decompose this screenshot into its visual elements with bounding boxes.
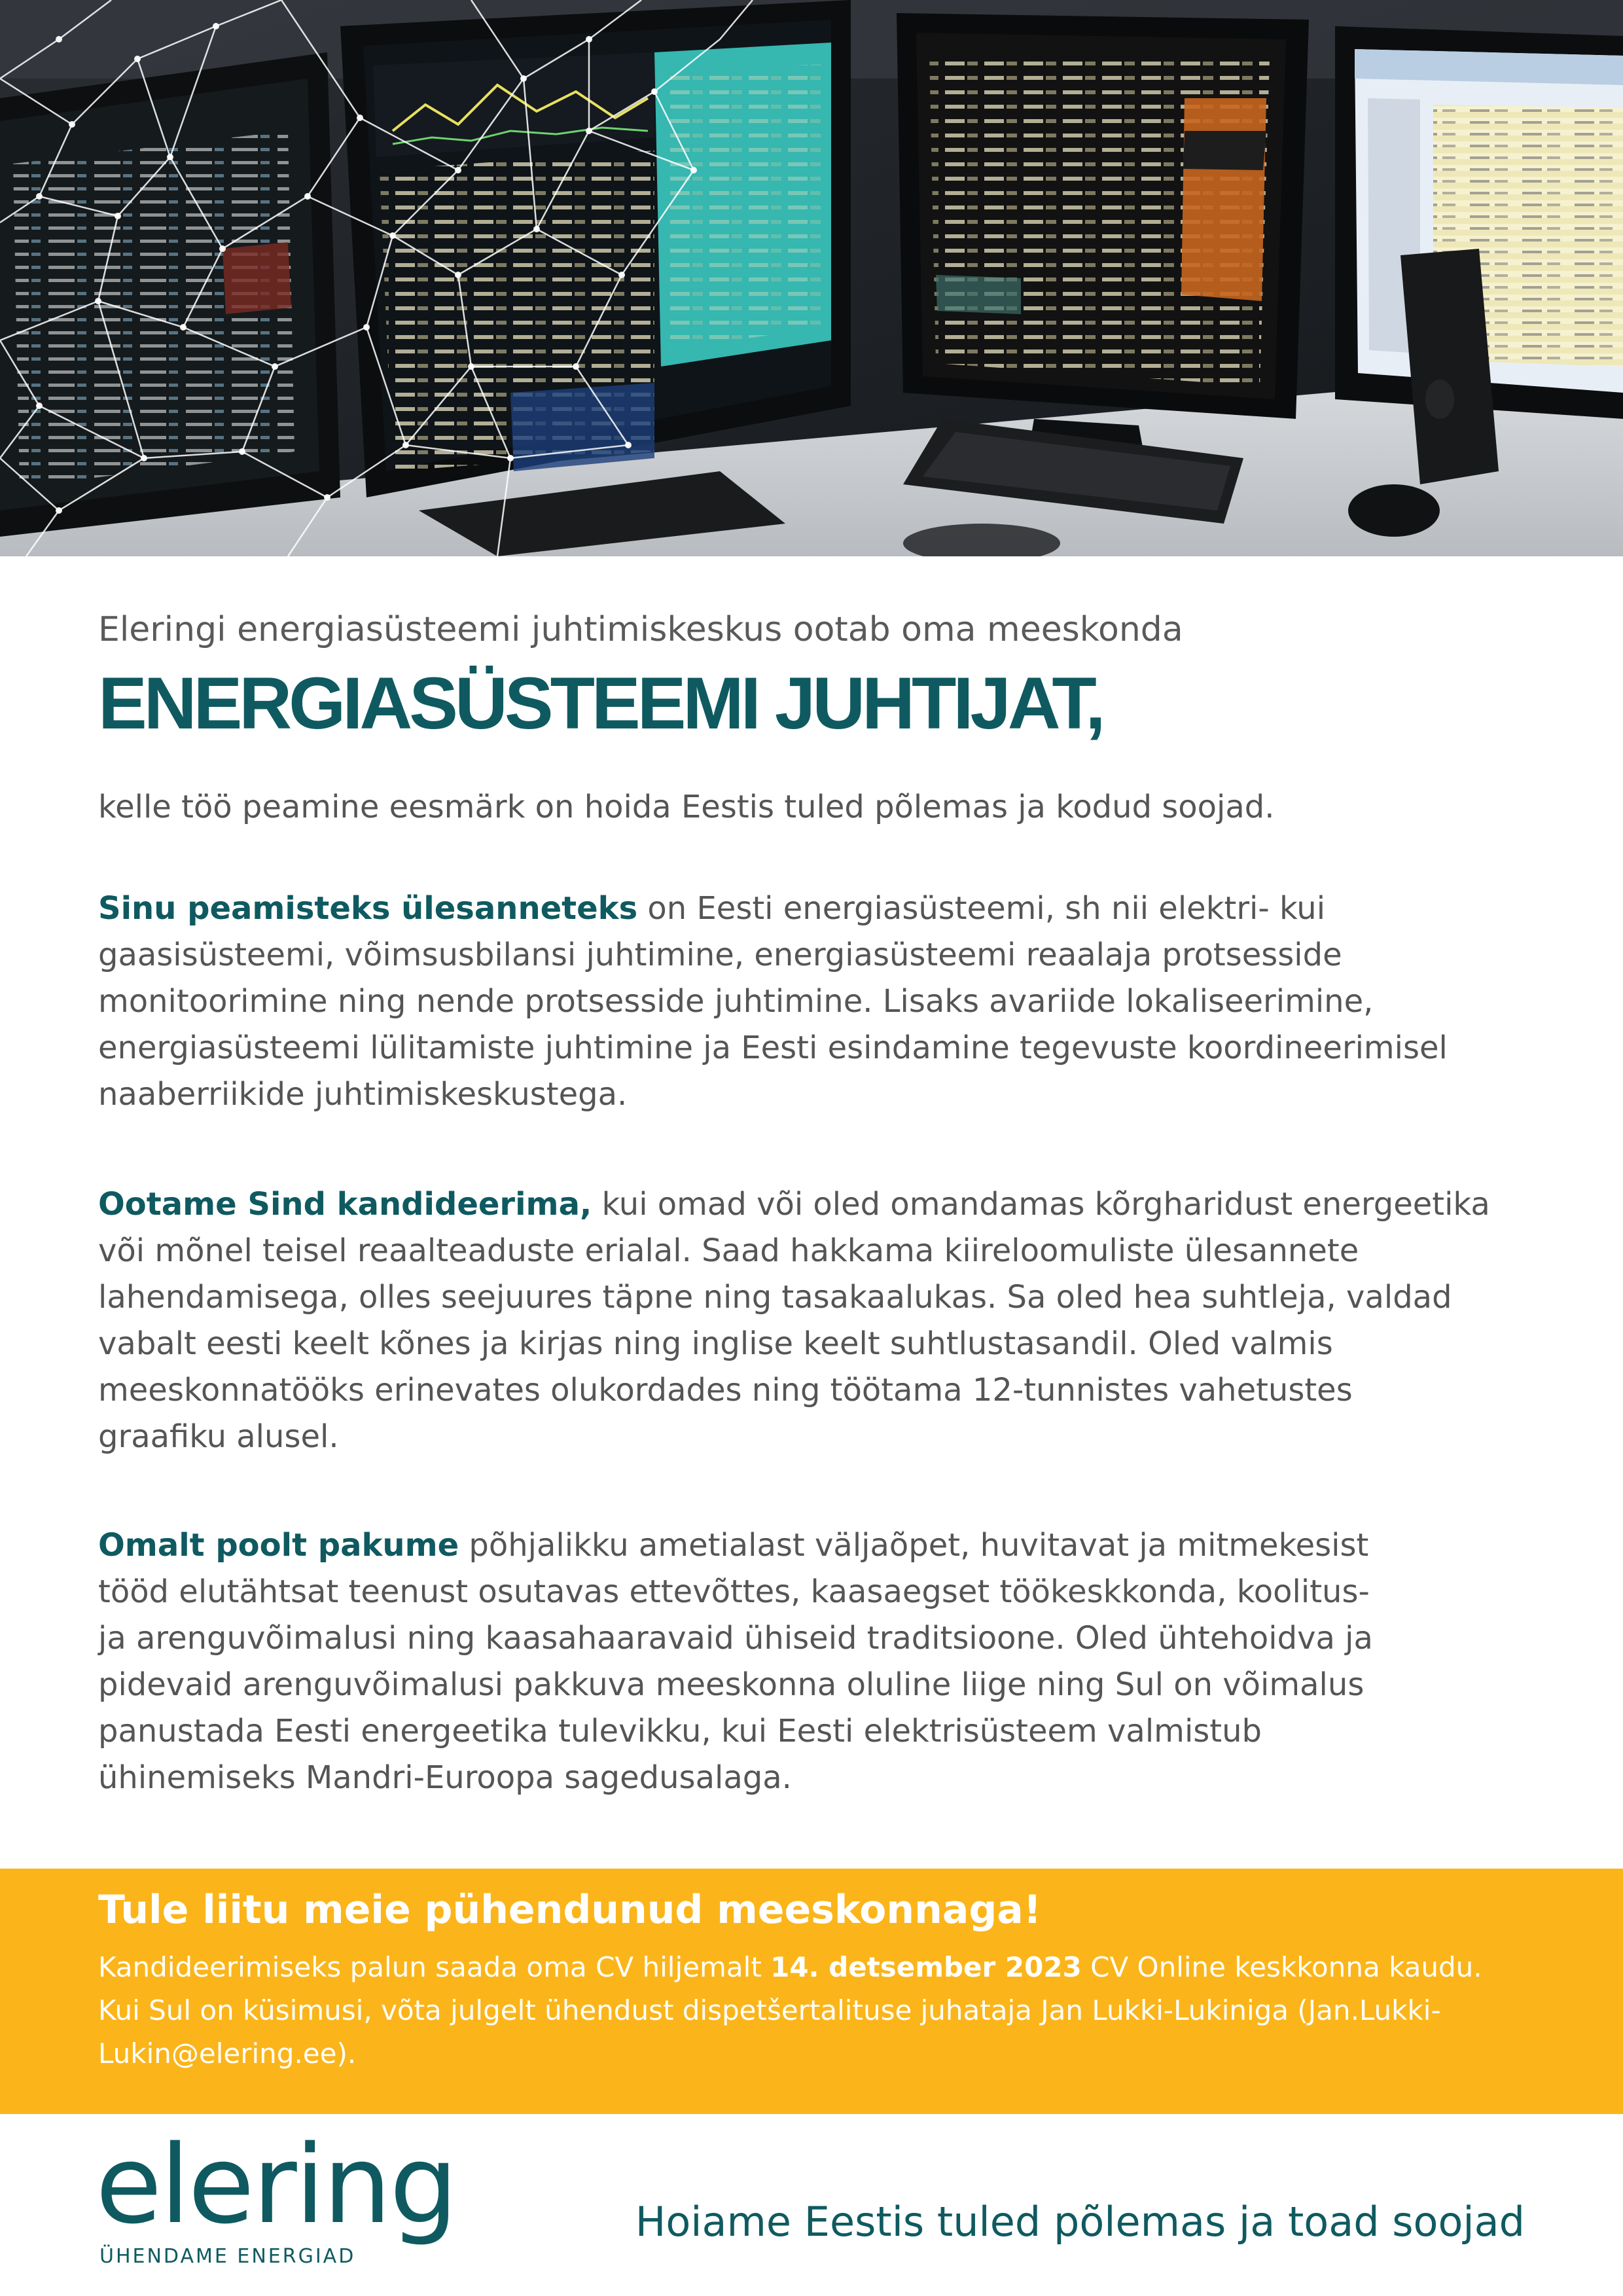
paragraph-line: panustada Eesti energeetika tulevikku, kui Eesti elektrisüsteem valmistub xyxy=(98,1713,1262,1749)
paragraph-tasks xyxy=(98,886,1551,1118)
paragraph-line: vabalt eesti keelt kõnes ja kirjas ning inglise keelt suhtlustasandil. Oled valmis xyxy=(98,1325,1333,1362)
paragraph-lead: Sinu peamisteks ülesanneteks xyxy=(98,890,638,927)
intro-text: Eleringi energiasüsteemi juhtimiskeskus ootab oma meeskonda xyxy=(98,610,1183,649)
banner-line: Kui Sul on küsimusi, võta julgelt ühendust dispetšertalituse juhataja Jan Lukki-Lukiniga (Jan.Lukki- xyxy=(98,1994,1441,2026)
deadline-date: 14. detsember 2023 xyxy=(770,1951,1082,1983)
contact-email[interactable]: Lukin@elering.ee). xyxy=(98,2037,357,2070)
subtitle xyxy=(98,784,1551,831)
hero-photo xyxy=(0,0,1623,556)
paragraph-line: pidevaid arenguvõimalusi pakkuva meeskonna oluline liige ning Sul on võimalus xyxy=(98,1666,1364,1703)
footer-slogan: Hoiame Eestis tuled põlemas ja toad soojad xyxy=(635,2198,1525,2246)
hero-photo-graphic xyxy=(0,0,1623,556)
paragraph-text: on Eesti energiasüsteemi, sh nii elektri- kui xyxy=(637,890,1326,927)
paragraph-line xyxy=(98,1522,1551,1569)
paragraph-lead: Omalt poolt pakume xyxy=(98,1527,459,1564)
paragraph-line: ja arenguvõimalusi ning kaasahaaravaid ühiseid traditsioone. Oled ühtehoidva ja xyxy=(98,1620,1373,1657)
paragraph-requirements xyxy=(98,1181,1551,1460)
banner-line-end: CV Online keskkonna kaudu. xyxy=(1081,1951,1482,1983)
job-title: ENERGIASÜSTEEMI JUHTIJAT, xyxy=(98,662,1103,744)
banner-text xyxy=(98,1946,1564,2075)
paragraph-line xyxy=(98,1181,1551,1228)
paragraph-line: või mõnel teisel reaalteaduste erialal. Saad hakkama kiireloomuliste ülesannete xyxy=(98,1232,1359,1269)
paragraph-lead: Ootame Sind kandideerima, xyxy=(98,1186,592,1223)
logo-wordmark: elering xyxy=(96,2122,456,2248)
paragraph-line: graafiku alusel. xyxy=(98,1418,339,1455)
banner-line-start: Kandideerimiseks palun saada oma CV hiljemalt xyxy=(98,1951,771,1983)
paragraph-text: põhjalikku ametialast väljaõpet, huvitavat ja mitmekesist xyxy=(459,1527,1369,1564)
banner-title: Tule liitu meie pühendunud meeskonnaga! xyxy=(98,1887,1042,1933)
paragraph-text: kui omad või oled omandamas kõrgharidust energeetika xyxy=(592,1186,1490,1223)
subtitle-text: kelle töö peamine eesmärk on hoida Eestis tuled põlemas ja kodud soojad. xyxy=(98,789,1275,825)
paragraph-line: energiasüsteemi lülitamiste juhtimine ja Eesti esindamine tegevuste koordineerimisel xyxy=(98,1030,1448,1066)
logo-tagline: ÜHENDAME ENERGIAD xyxy=(99,2245,356,2268)
paragraph-line: ühinemiseks Mandri-Euroopa sagedusalaga. xyxy=(98,1759,792,1796)
paragraph-line: monitoorimine ning nende protsesside juhtimine. Lisaks avariide lokaliseerimine, xyxy=(98,983,1374,1020)
banner-line xyxy=(98,1946,1564,1989)
paragraph-offer xyxy=(98,1522,1551,1801)
paragraph-line: meeskonnatööks erinevates olukordades ning töötama 12-tunnistes vahetustes xyxy=(98,1372,1353,1408)
paragraph-line: naaberriikide juhtimiskeskustega. xyxy=(98,1076,628,1113)
elering-logo xyxy=(96,2122,456,2268)
paragraph-line xyxy=(98,886,1551,932)
paragraph-line: gaasisüsteemi, võimsusbilansi juhtimine, energiasüsteemi reaalaja protsesside xyxy=(98,937,1342,973)
paragraph-line: tööd elutähtsat teenust osutavas ettevõttes, kaasaegset töökeskkonda, koolitus- xyxy=(98,1573,1370,1610)
paragraph-line: lahendamisega, olles seejuures täpne ning tasakaalukas. Sa oled hea suhtleja, valdad xyxy=(98,1279,1452,1316)
apply-banner xyxy=(0,1869,1623,2114)
